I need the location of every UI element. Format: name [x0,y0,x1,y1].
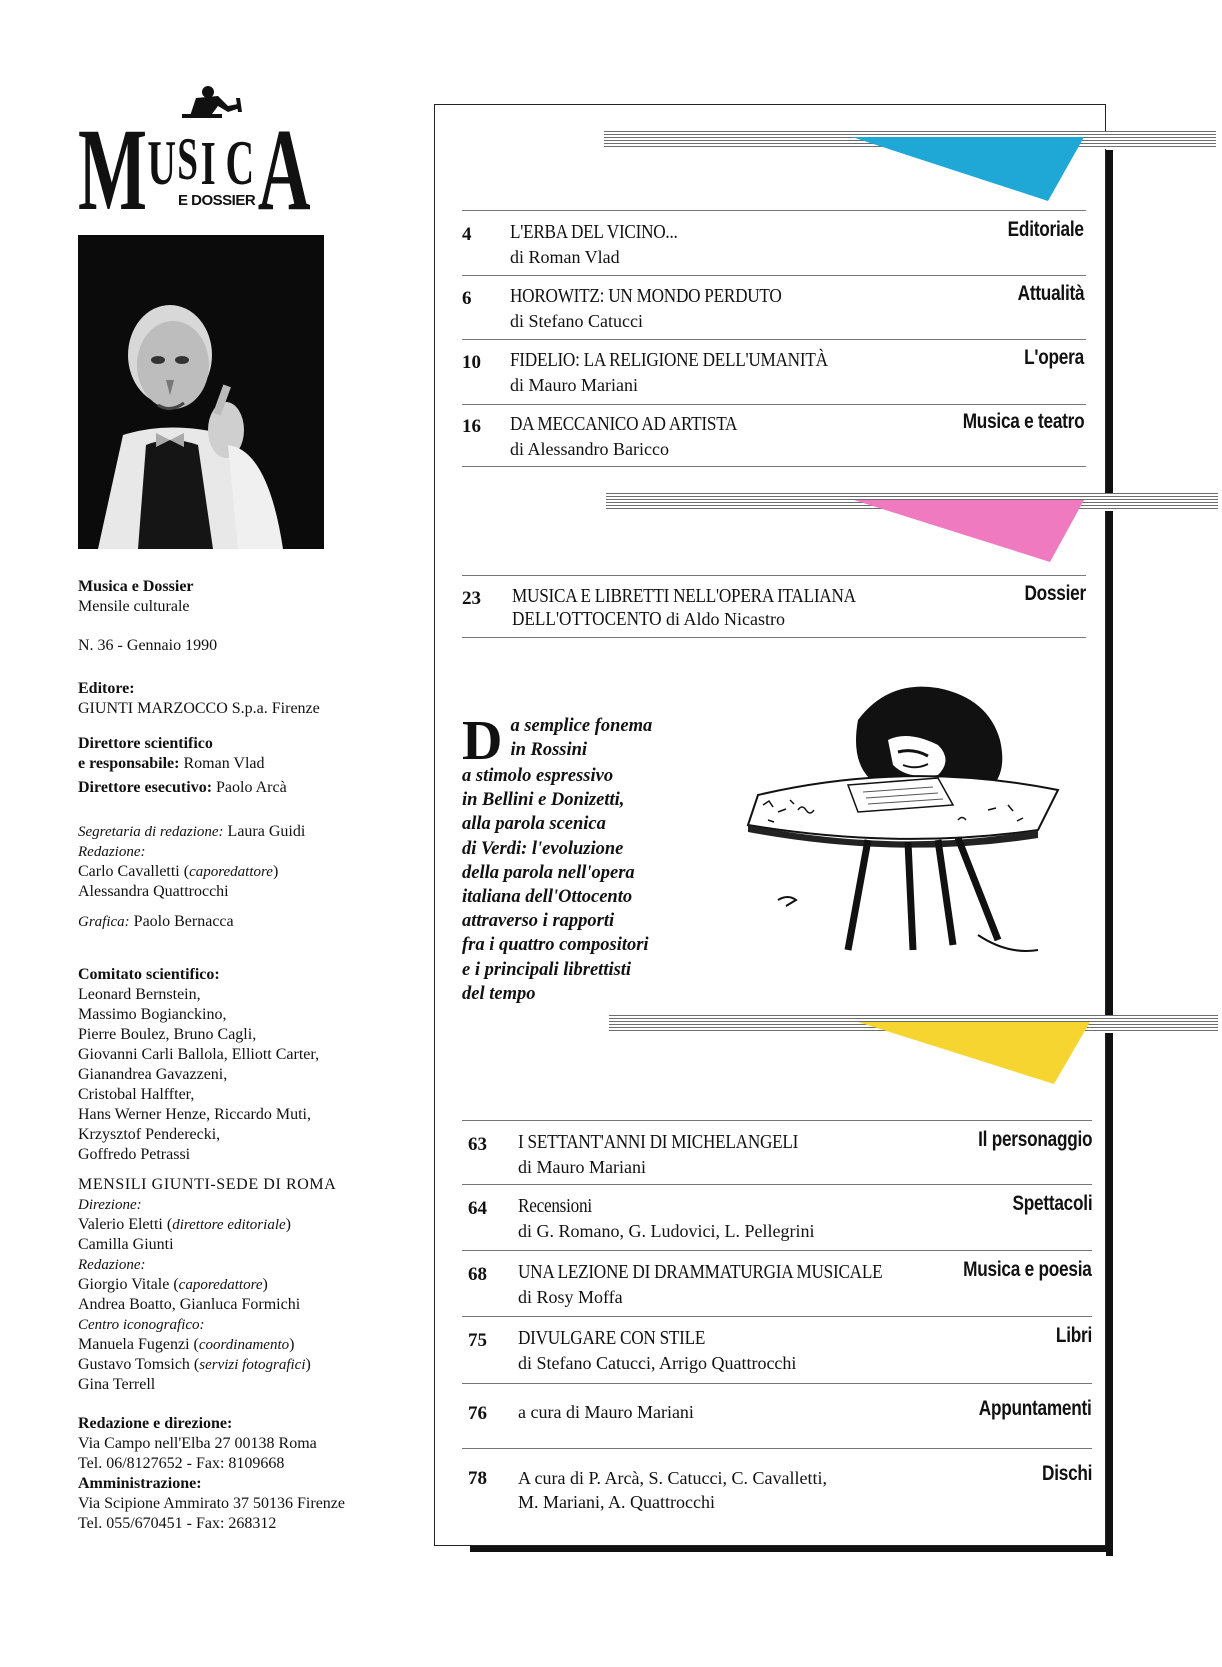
section-label: Musica e teatro [962,410,1084,433]
section-label: L'opera [1024,346,1084,369]
publisher-label: Editore: [78,680,135,697]
sci-director-name: Roman Vlad [183,755,265,772]
magazine-tagline: Mensile culturale [78,598,190,615]
photo-portrait [78,235,324,549]
committee-member: Cristobal Halffter, [78,1086,195,1103]
committee-member: Massimo Bogianckino, [78,1006,227,1023]
director-block [78,734,287,798]
blurb-line: alla parola scenica [462,814,606,835]
page-number: 75 [468,1330,487,1351]
dossier-section-label: Dossier [1024,582,1086,605]
blurb-line: a stimolo espressivo [462,766,614,786]
red-dir-label: Redazione e direzione: [78,1415,233,1432]
direction-2-name: Camilla Giunti [78,1236,174,1253]
scientific-committee [78,965,319,1165]
blurb-line: in Bellini e Donizetti, [462,790,625,811]
section-label: Appuntamenti [979,1397,1092,1420]
svg-text:I: I [200,129,216,199]
divider [462,1184,1092,1185]
exec-director-label: Direttore esecutivo: [78,779,213,796]
graphics-label: Grafica: [78,914,130,930]
icon-center-1-role: coordinamento [198,1337,290,1353]
yellow-triangle [858,1022,1090,1084]
blurb-line: in Rossini [510,740,588,761]
icon-center-1-name: Manuela Fugenzi ( [78,1336,199,1353]
icon-center-3: Gina Terrell [78,1376,156,1393]
editorial-staff-block [78,822,305,902]
divider [462,1250,1092,1251]
page-number: 63 [468,1134,487,1155]
dossier-title-line-1[interactable]: MUSICA E LIBRETTI NELL'OPERA ITALIANA [512,585,856,607]
svg-text:S: S [177,126,198,193]
masthead-title-block [78,577,194,617]
secretary-label: Segretaria di redazione: [78,824,224,840]
divider [462,1120,1092,1121]
rome-editor-2: Andrea Boatto, Gianluca Formichi [78,1296,301,1313]
icon-center-1-close: ) [289,1336,295,1353]
page-number: 64 [468,1198,487,1219]
divider [462,210,1086,211]
address-block [78,1414,345,1534]
dossier-page-number: 23 [462,588,481,609]
rome-editor-name: Giorgio Vitale ( [78,1276,179,1293]
editor-role: caporedattore [189,864,273,880]
blurb-line: del tempo [462,983,536,1004]
article-author: di Roman Vlad [510,247,620,267]
article-author: M. Mariani, A. Quattrocchi [518,1492,715,1512]
blurb-line: e i principali librettisti [462,959,632,980]
blurb-line: italiana dell'Ottocento [462,887,633,908]
icon-center-2-close: ) [305,1356,311,1373]
section-label: Attualità [1017,282,1084,305]
issue-number: N. 36 - Gennaio 1990 [78,637,218,654]
committee-member: Krzysztof Penderecki, [78,1126,221,1143]
magazine-logo [78,84,328,214]
icon-center-2-role: servizi fotografici [199,1357,306,1373]
committee-member: Gianandrea Gavazzeni, [78,1066,228,1083]
sci-director-label-1: Direttore scientifico [78,735,213,752]
committee-member: Giovanni Carli Ballola, Elliott Carter, [78,1046,320,1063]
article-title[interactable]: DIVULGARE CON STILE [518,1327,706,1349]
direction-label: Direzione: [78,1197,142,1213]
box-shadow-right [1106,150,1113,1556]
editor-2-name: Alessandra Quattrocchi [78,883,229,900]
page-number: 16 [462,416,481,437]
page-number: 78 [468,1468,487,1489]
admin-address: Via Scipione Ammirato 37 50136 Firenze [78,1495,345,1512]
drop-cap: D [462,710,503,772]
graphics-name: Paolo Bernacca [133,913,234,930]
iconographic-label: Centro iconografico: [78,1317,205,1333]
admin-label: Amministrazione: [78,1475,202,1492]
rome-editor-role: caporedattore [178,1277,263,1293]
rome-editorial-label: Redazione: [78,1257,146,1273]
exec-director-name: Paolo Arcà [216,779,287,796]
article-author: di Stefano Catucci [510,311,643,331]
blurb-line: attraverso i rapporti [462,911,615,932]
article-title[interactable]: L'ERBA DEL VICINO... [510,221,678,243]
page-number: 10 [462,352,481,373]
icon-center-2-name: Gustavo Tomsich ( [78,1356,200,1373]
divider [462,1316,1092,1317]
blurb-line: della parola nell'opera [462,862,635,883]
rome-office-block [78,1175,336,1395]
rome-editor-close: ) [262,1276,268,1293]
svg-text:M: M [78,105,148,214]
article-title[interactable]: DA MECCANICO AD ARTISTA [510,413,738,435]
article-author: di Stefano Catucci, Arrigo Quattrocchi [518,1353,797,1373]
direction-1-close: ) [285,1216,291,1233]
blurb-line: fra i quattro compositori [462,935,649,956]
editor-close: ) [272,863,279,880]
section-label: Musica e poesia [963,1258,1092,1281]
section-label: Spettacoli [1012,1192,1092,1215]
article-title[interactable]: A cura di P. Arcà, S. Catucci, C. Cavalletti, [518,1468,827,1488]
article-author: di Mauro Mariani [518,1157,646,1177]
section-label: Editoriale [1007,218,1084,241]
svg-text:C: C [225,127,255,199]
pink-triangle [854,500,1084,562]
divider [462,575,1086,576]
dossier-blurb [462,710,712,1006]
red-dir-phone: Tel. 06/8127652 - Fax: 8109668 [78,1455,285,1472]
divider [462,1383,1092,1384]
svg-text:U: U [147,127,177,199]
committee-member: Hans Werner Henze, Riccardo Muti, [78,1106,311,1123]
composer-desk-illustration [738,680,1078,960]
cover-photo [78,235,324,549]
section-label: Libri [1055,1324,1092,1347]
sci-director-label-2: e responsabile: [78,755,180,772]
article-title[interactable]: HOROWITZ: UN MONDO PERDUTO [510,285,782,307]
article-title[interactable]: a cura di Mauro Mariani [518,1402,694,1422]
article-title[interactable]: UNA LEZIONE DI DRAMMATURGIA MUSICALE [518,1261,883,1283]
divider [462,637,1086,638]
secretary-name: Laura Guidi [227,823,306,840]
red-dir-address: Via Campo nell'Elba 27 00138 Roma [78,1435,317,1452]
mensili-heading: MENSILI GIUNTI-SEDE DI ROMA [78,1176,337,1193]
article-author: di G. Romano, G. Ludovici, L. Pellegrini [518,1221,815,1241]
divider [462,275,1086,276]
page-number: 6 [462,288,472,309]
graphics-credit [78,912,234,932]
divider [462,339,1086,340]
page-number: 76 [468,1403,487,1424]
section-label: Il personaggio [977,1128,1092,1151]
magazine-name: Musica e Dossier [78,578,194,595]
section-label: Dischi [1041,1462,1092,1485]
article-author: di Alessandro Baricco [510,439,669,459]
publisher-name: GIUNTI MARZOCCO S.p.a. Firenze [78,700,320,717]
article-author: di Rosy Moffa [518,1287,623,1307]
committee-member: Pierre Boulez, Bruno Cagli, [78,1026,257,1043]
article-title[interactable]: Recensioni [518,1195,592,1217]
blurb-line: di Verdi: l'evoluzione [462,838,624,859]
article-title[interactable]: FIDELIO: LA RELIGIONE DELL'UMANITÀ [510,349,828,371]
direction-1-name: Valerio Eletti ( [78,1216,173,1233]
direction-1-role: direttore editoriale [172,1217,286,1233]
page-number: 68 [468,1264,487,1285]
dossier-author: di Aldo Nicastro [665,609,785,629]
committee-member: Goffredo Petrassi [78,1146,191,1163]
article-title[interactable]: I SETTANT'ANNI DI MICHELANGELI [518,1131,799,1153]
logo-subtitle: E DOSSIER [178,192,256,209]
dossier-title-line-2[interactable]: DELL'OTTOCENTO [512,608,662,630]
divider [462,466,1086,467]
cyan-triangle [852,137,1084,201]
editorial-label: Redazione: [78,844,146,860]
dossier-title-line-2-row [512,608,785,631]
article-author: di Mauro Mariani [510,375,638,395]
svg-text:A: A [257,105,311,214]
committee-member: Leonard Bernstein, [78,986,201,1003]
divider [462,404,1086,405]
admin-phone: Tel. 055/670451 - Fax: 268312 [78,1515,277,1532]
blurb-line: a semplice fonema [510,716,653,736]
publisher-block [78,679,320,719]
page-number: 4 [462,224,472,245]
committee-label: Comitato scientifico: [78,966,220,983]
editor-name: Carlo Cavalletti ( [78,863,190,880]
divider [462,1448,1092,1449]
